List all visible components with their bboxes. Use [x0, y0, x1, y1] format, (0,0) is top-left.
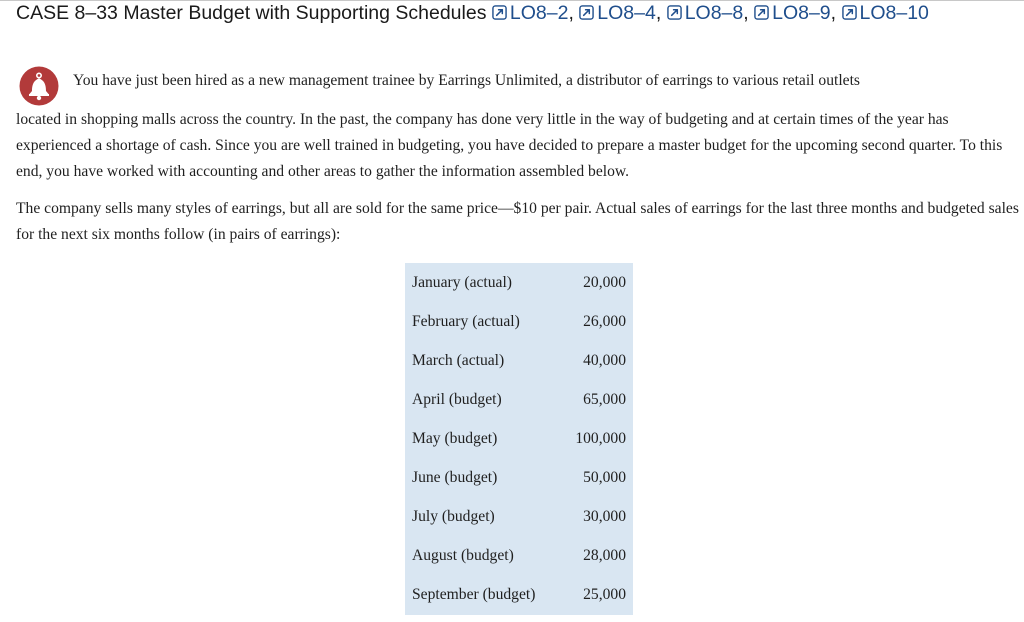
month-label: August (budget) — [412, 547, 514, 565]
case-header — [16, 1, 1016, 26]
lo-separator: , — [568, 2, 574, 24]
learning-objectives — [492, 2, 929, 24]
sales-quantity: 25,000 — [583, 586, 626, 604]
sales-quantity: 26,000 — [583, 312, 626, 330]
table-row — [405, 537, 633, 576]
external-link-icon — [842, 2, 857, 17]
lo-separator: , — [743, 2, 749, 24]
lo-link[interactable] — [492, 2, 569, 24]
table-row — [405, 380, 633, 419]
lo-link[interactable] — [667, 2, 744, 24]
sales-quantity: 28,000 — [583, 547, 626, 565]
external-link-icon — [754, 2, 769, 17]
intro-paragraph-first-line: You have just been hired as a new management trainee by Earrings Unlimited, a distributor of earrings to various retail outlets — [73, 72, 860, 89]
month-label: June (budget) — [412, 469, 498, 487]
sales-quantity: 100,000 — [575, 429, 626, 447]
month-label: September (budget) — [412, 586, 536, 604]
month-label: July (budget) — [412, 508, 495, 526]
sales-quantity: 65,000 — [583, 390, 626, 408]
month-label: January (actual) — [412, 273, 513, 291]
month-label: April (budget) — [412, 390, 502, 408]
table-row — [405, 458, 633, 497]
table-row — [405, 419, 633, 458]
sales-quantity: 40,000 — [583, 351, 626, 369]
sales-quantity: 30,000 — [583, 508, 626, 526]
lo-link[interactable] — [579, 2, 656, 24]
month-label: February (actual) — [412, 312, 520, 330]
lo-separator: , — [655, 2, 662, 24]
lo-separator: , — [830, 2, 837, 24]
alarm-bell-icon — [19, 66, 59, 106]
external-link-icon — [579, 2, 594, 17]
table-row — [405, 498, 633, 537]
lo-link-label: LO8–9 — [772, 2, 831, 24]
external-link-icon — [492, 2, 507, 17]
sales-quantity: 20,000 — [583, 273, 626, 291]
external-link-icon — [667, 2, 682, 17]
intro-paragraph-continued: located in shopping malls across the country. In the past, the company has done very little in the way of budgeting and at certain times of the year has experienced a shortage of cash. Since you are well trained in budgeting, you have decided to prepare a master budget for the upcoming second quarter. To this end, you have worked with accounting and other areas to gather the information assembled below. — [16, 111, 1003, 180]
lo-link-label: LO8–8 — [684, 2, 744, 24]
case-title: CASE 8–33 Master Budget with Supporting Schedules — [16, 2, 487, 24]
lo-link-label: LO8–2 — [509, 2, 569, 24]
pricing-paragraph: The company sells many styles of earrings, but all are sold for the same price—$10 per pair. Actual sales of earrings for the last three months and budgeted sales for the next six months follow (in pairs of earrings): — [16, 200, 1019, 243]
sales-quantity: 50,000 — [583, 469, 626, 487]
sales-table — [405, 263, 633, 615]
table-row — [405, 263, 633, 302]
table-row — [405, 302, 633, 341]
table-row — [405, 341, 633, 380]
table-row — [405, 576, 633, 615]
month-label: May (budget) — [412, 429, 498, 447]
month-label: March (actual) — [412, 351, 505, 369]
lo-link[interactable] — [842, 2, 929, 24]
lo-link-label: LO8–4 — [597, 2, 656, 24]
lo-link-label: LO8–10 — [859, 2, 929, 24]
lo-link[interactable] — [754, 2, 831, 24]
